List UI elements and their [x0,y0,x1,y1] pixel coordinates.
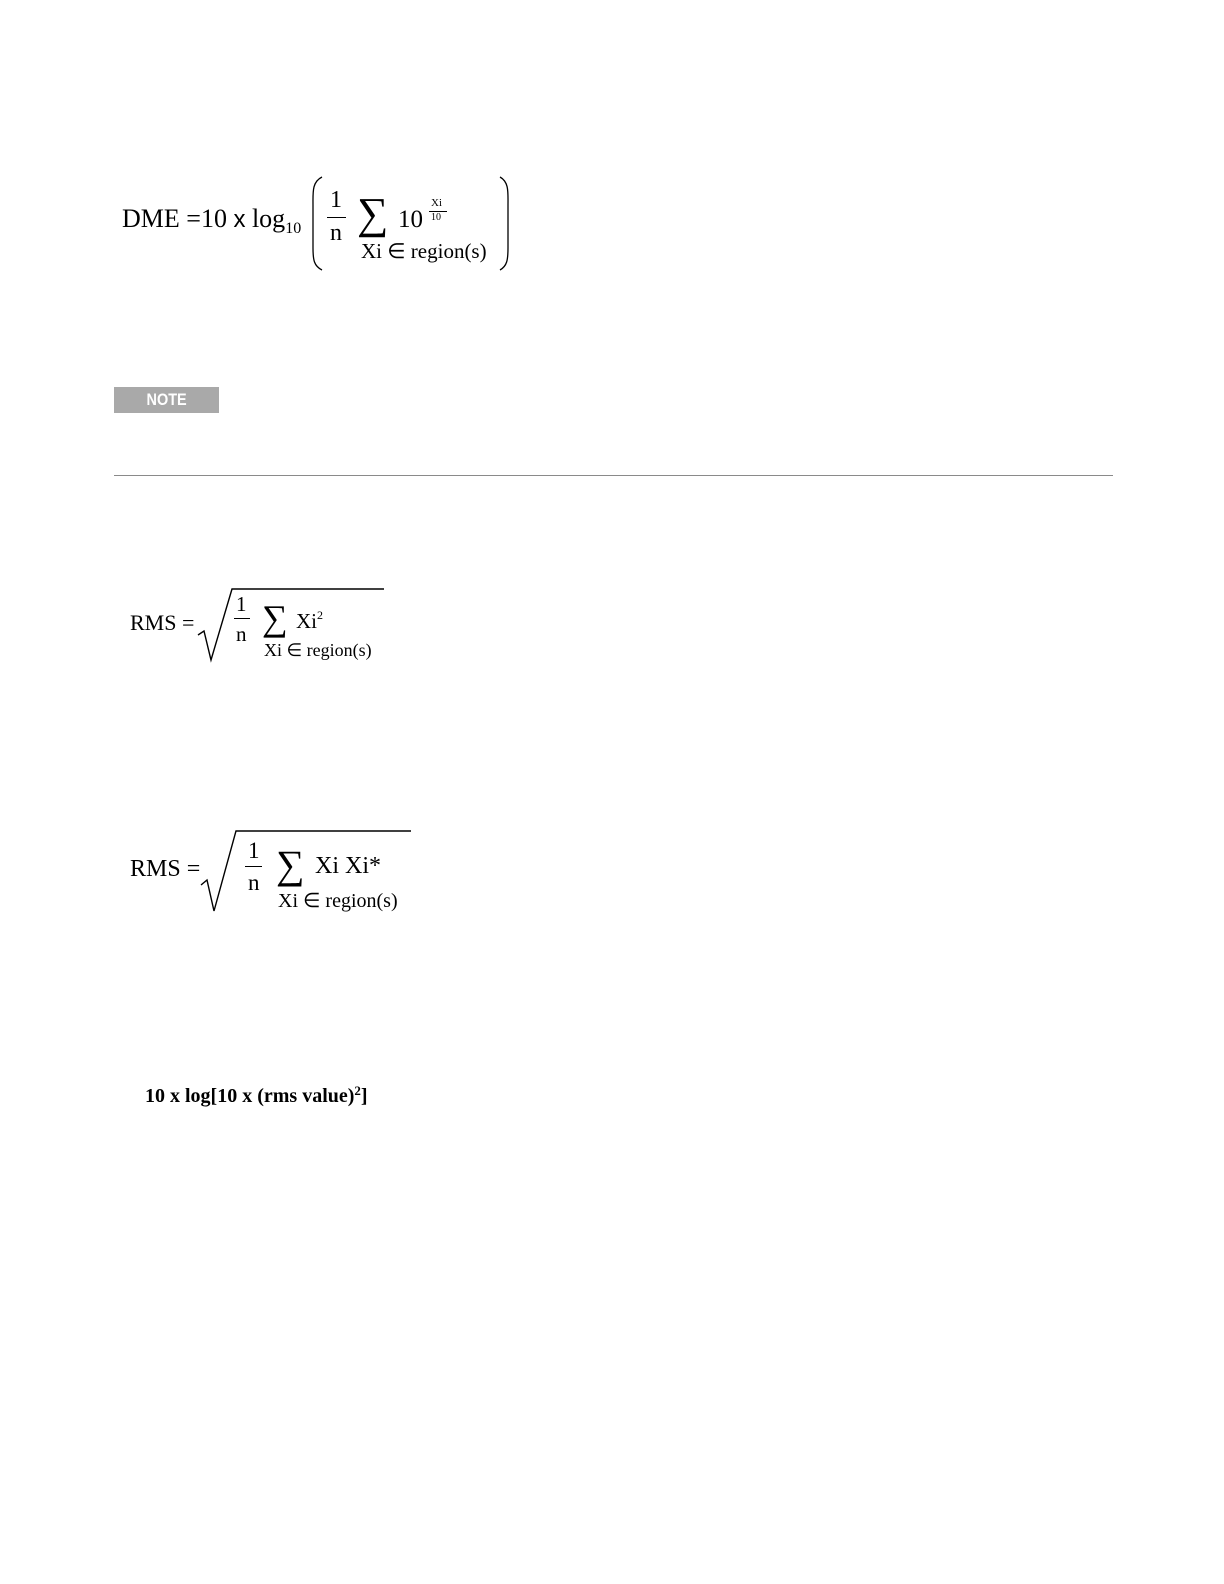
dme-log: log [245,204,286,233]
rms1-frac-numerator: 1 [236,592,247,616]
dme-base: 10 [398,206,423,233]
rms1-sigma: ∑ [262,598,288,638]
dme-exponent-denominator: 10 [431,212,441,223]
dme-left-paren [313,177,322,270]
rms2-frac-denominator: n [248,870,260,895]
rms2-radical [201,831,411,911]
rms1-term-exponent: 2 [317,608,323,622]
dme-right-paren [500,177,508,270]
rms2-lhs: RMS = [130,856,201,882]
power-text: 10 x log[10 x (rms value) [145,1085,355,1107]
dme-sigma: ∑ [357,189,389,238]
dme-lhs-label: DME =10 [122,204,234,233]
dme-sum-range: Xi ∈ region(s) [361,239,487,263]
dme-exponent-numerator: Xi [431,197,442,209]
dme-times: x [233,206,246,233]
rms1-lhs: RMS = [130,610,195,635]
power-exponent: 2 [354,1083,361,1098]
dme-frac-numerator: 1 [330,187,342,213]
rms1-term-base: Xi [296,609,317,633]
dme-frac-denominator: n [330,220,342,246]
rms1-radical [198,589,384,660]
rms2-frac-numerator: 1 [248,838,260,863]
note-label: NOTE [146,390,187,409]
rms2-sum-range: Xi ∈ region(s) [278,890,398,912]
rms1-sum-range: Xi ∈ region(s) [264,640,372,660]
rms1-frac-denominator: n [236,622,247,646]
rms2-sigma: ∑ [276,842,305,887]
dme-log-base: 10 [285,220,302,237]
power-close: ] [360,1085,368,1107]
rms2-term: Xi Xi* [315,853,381,879]
